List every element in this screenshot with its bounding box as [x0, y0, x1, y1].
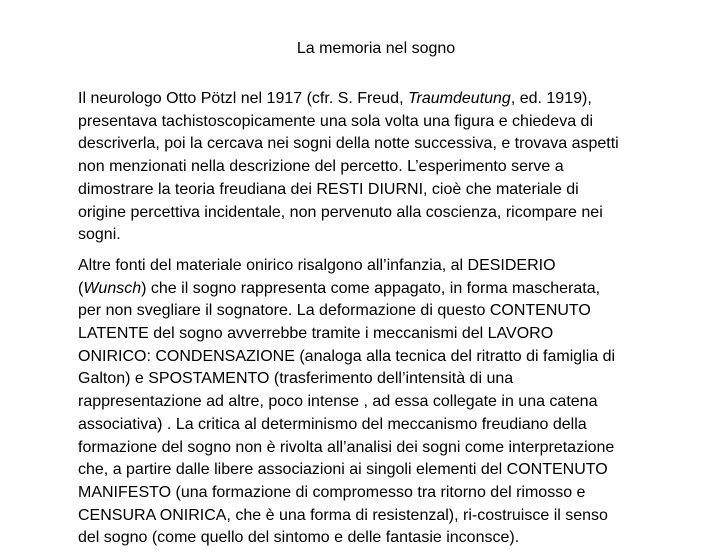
text-line [78, 527, 690, 550]
text-run: LATENTE del sogno avverrebbe tramite i meccanismi del LAVORO [78, 325, 554, 343]
text-line [78, 111, 690, 134]
text-run: ) che il sogno rappresenta come appagato, in forma mascherata, [141, 279, 601, 297]
text-line [78, 459, 690, 482]
paragraph-1 [78, 88, 690, 247]
text-line [78, 88, 690, 111]
text-line [78, 133, 690, 156]
text-run: , ed. 1919), [510, 90, 592, 107]
text-line [78, 346, 690, 369]
text-line [78, 300, 690, 323]
text-run: origine percettiva incidentale, non pervenuto alla coscienza, ricompare nei [78, 203, 603, 221]
document-body [78, 88, 690, 550]
text-line [78, 368, 690, 391]
paragraph-2 [78, 255, 690, 550]
text-line [78, 414, 690, 437]
text-run: non menzionati nella descrizione del percetto. L’esperimento serve a [78, 158, 564, 176]
text-run: sogni. [78, 226, 121, 244]
text-line [78, 278, 690, 301]
text-run: per non svegliare il sognatore. La deformazione di questo CONTENUTO [78, 302, 591, 320]
text-run: CENSURA ONIRICA, che è una forma di resistenzal), ri-costruisce il senso [78, 506, 608, 524]
text-run: associativa) . La critica al determinismo del meccanismo freudiano della [78, 415, 587, 433]
text-line [78, 391, 690, 414]
italic-term: Traumdeutung [407, 90, 511, 107]
text-run: Altre fonti del materiale onirico risalgono all’infanzia, al DESIDERIO [78, 256, 556, 274]
text-line [78, 437, 690, 460]
text-run: dimostrare la teoria freudiana dei RESTI DIURNI, cioè che materiale di [78, 180, 579, 198]
text-line [78, 323, 690, 346]
text-run: descriverla, poi la cercava nei sogni della notte successiva, e trovava aspetti [78, 135, 619, 153]
text-line [78, 179, 690, 202]
text-run: Galton) e SPOSTAMENTO (trasferimento dell’intensità di una [78, 370, 514, 388]
text-run: formazione del sogno non è rivolta all’analisi dei sogni come interpretazione [78, 438, 615, 456]
text-run: ONIRICO: CONDENSAZIONE (analoga alla tecnica del ritratto di famiglia di [78, 347, 616, 365]
text-run: presentava tachistoscopicamente una sola volta una figura e chiedeva di [78, 112, 593, 130]
text-line [78, 482, 690, 505]
text-run: ( [78, 279, 84, 297]
text-line [78, 156, 690, 179]
text-line [78, 505, 690, 528]
text-line [78, 224, 690, 247]
text-line [78, 202, 690, 225]
italic-term: Wunsch [83, 279, 142, 297]
text-line [78, 255, 690, 278]
text-run: che, a partire dalle libere associazioni ai singoli elementi del CONTENUTO [78, 461, 608, 479]
text-run: Il neurologo Otto Pötzl nel 1917 (cfr. S. Freud, [78, 90, 408, 107]
text-run: MANIFESTO (una formazione di compromesso tra ritorno del rimosso e [78, 483, 586, 501]
text-run: rappresentazione ad altre, poco intense , ad essa collegate in una catena [78, 393, 598, 411]
text-run: del sogno (come quello del sintomo e delle fantasie inconsce). [78, 529, 520, 547]
page-title: La memoria nel sogno [296, 40, 456, 57]
